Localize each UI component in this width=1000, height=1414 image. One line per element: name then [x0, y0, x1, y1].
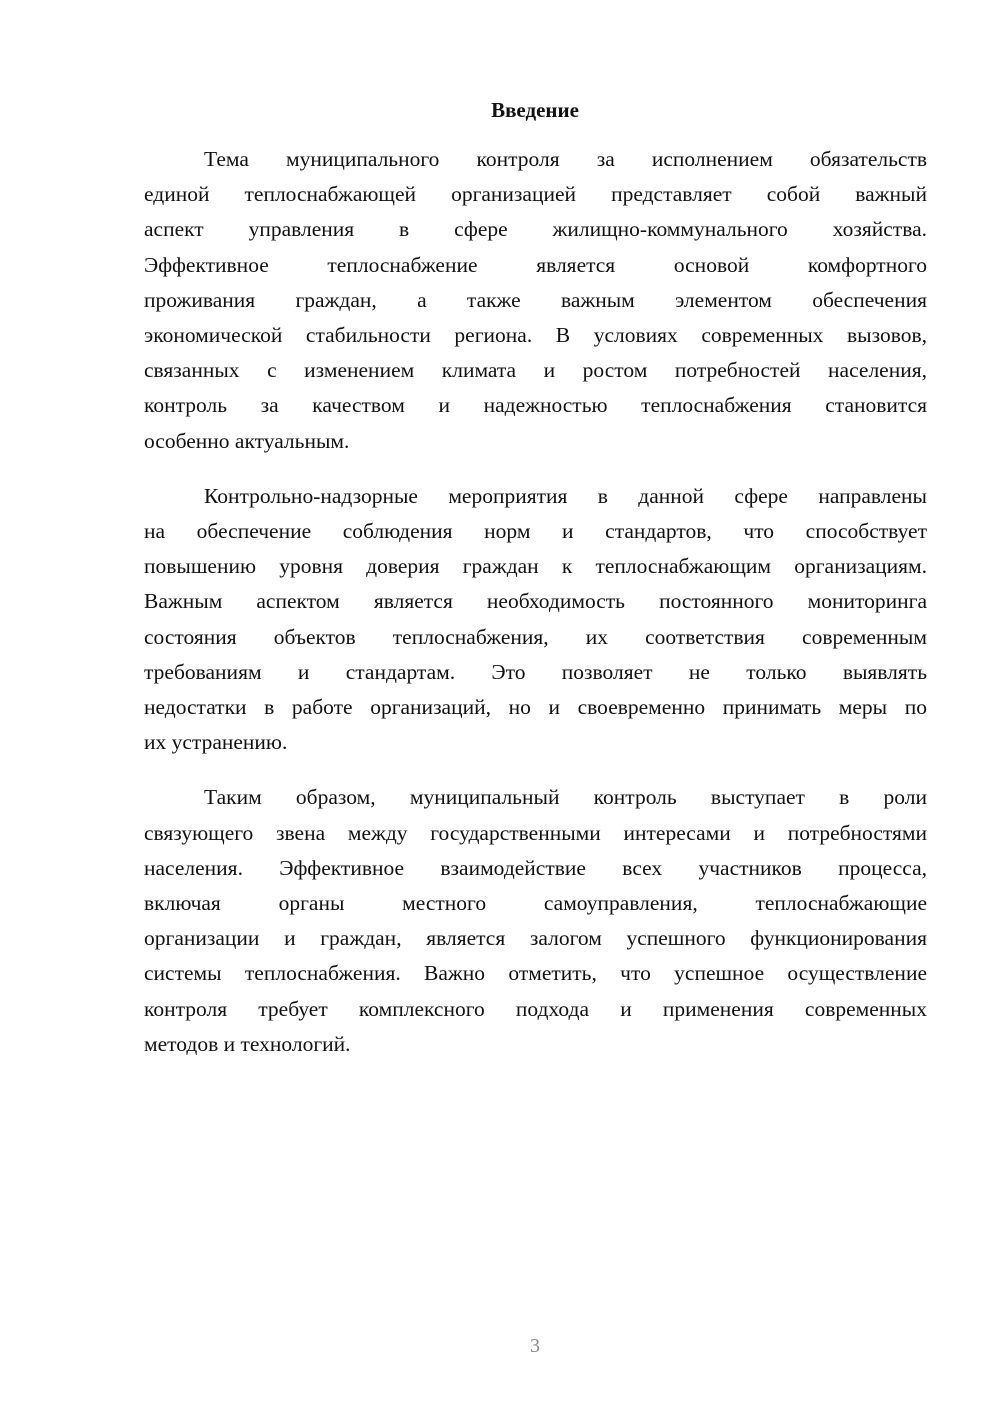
page-title: Введение: [491, 98, 579, 122]
text-line: единой теплоснабжающей организацией представляет собой важный: [144, 182, 927, 207]
text-line: Важным аспектом является необходимость постоянного мониторинга: [144, 589, 927, 614]
document-body: [144, 142, 927, 1082]
text-line: Тема муниципального контроля за исполнением обязательств: [204, 147, 927, 171]
text-line: связанных с изменением климата и ростом потребностей населения,: [144, 358, 927, 383]
text-line: проживания граждан, а также важным элементом обеспечения: [144, 287, 927, 312]
text-line: населения. Эффективное взаимодействие всех участников процесса,: [144, 855, 927, 880]
text-line: аспект управления в сфере жилищно-коммунального хозяйства.: [144, 217, 927, 242]
paragraph: [144, 142, 927, 459]
text-line: Контрольно-надзорные мероприятия в данной сфере направлены: [204, 483, 927, 508]
text-line: контроля требует комплексного подхода и применения современных: [144, 996, 927, 1021]
text-line: Эффективное теплоснабжение является основой комфортного: [144, 252, 927, 277]
page-number: 3: [530, 1335, 540, 1357]
text-line: состояния объектов теплоснабжения, их соответствия современным: [144, 624, 927, 649]
text-line: контроль за качеством и надежностью теплоснабжения становится: [144, 393, 927, 418]
text-line: связующего звена между государственными интересами и потребностями: [144, 820, 927, 845]
text-line: системы теплоснабжения. Важно отметить, что успешное осуществление: [144, 961, 927, 986]
text-line: экономической стабильности региона. В условиях современных вызовов,: [144, 323, 927, 348]
paragraph: [144, 780, 927, 1062]
text-line: Таким образом, муниципальный контроль выступает в роли: [204, 785, 927, 810]
paragraph: [144, 479, 927, 761]
text-line: их устранению.: [144, 730, 288, 755]
text-line: на обеспечение соблюдения норм и стандартов, что способствует: [144, 519, 927, 544]
text-line: включая органы местного самоуправления, теплоснабжающие: [144, 891, 927, 916]
text-line: требованиям и стандартам. Это позволяет не только выявлять: [144, 659, 927, 684]
text-line: методов и технологий.: [144, 1031, 351, 1056]
text-line: недостатки в работе организаций, но и своевременно принимать меры по: [144, 695, 927, 720]
text-line: организации и граждан, является залогом успешного функционирования: [144, 926, 927, 951]
text-line: особенно актуальным.: [144, 428, 350, 453]
text-line: повышению уровня доверия граждан к теплоснабжающим организациям.: [144, 554, 927, 579]
